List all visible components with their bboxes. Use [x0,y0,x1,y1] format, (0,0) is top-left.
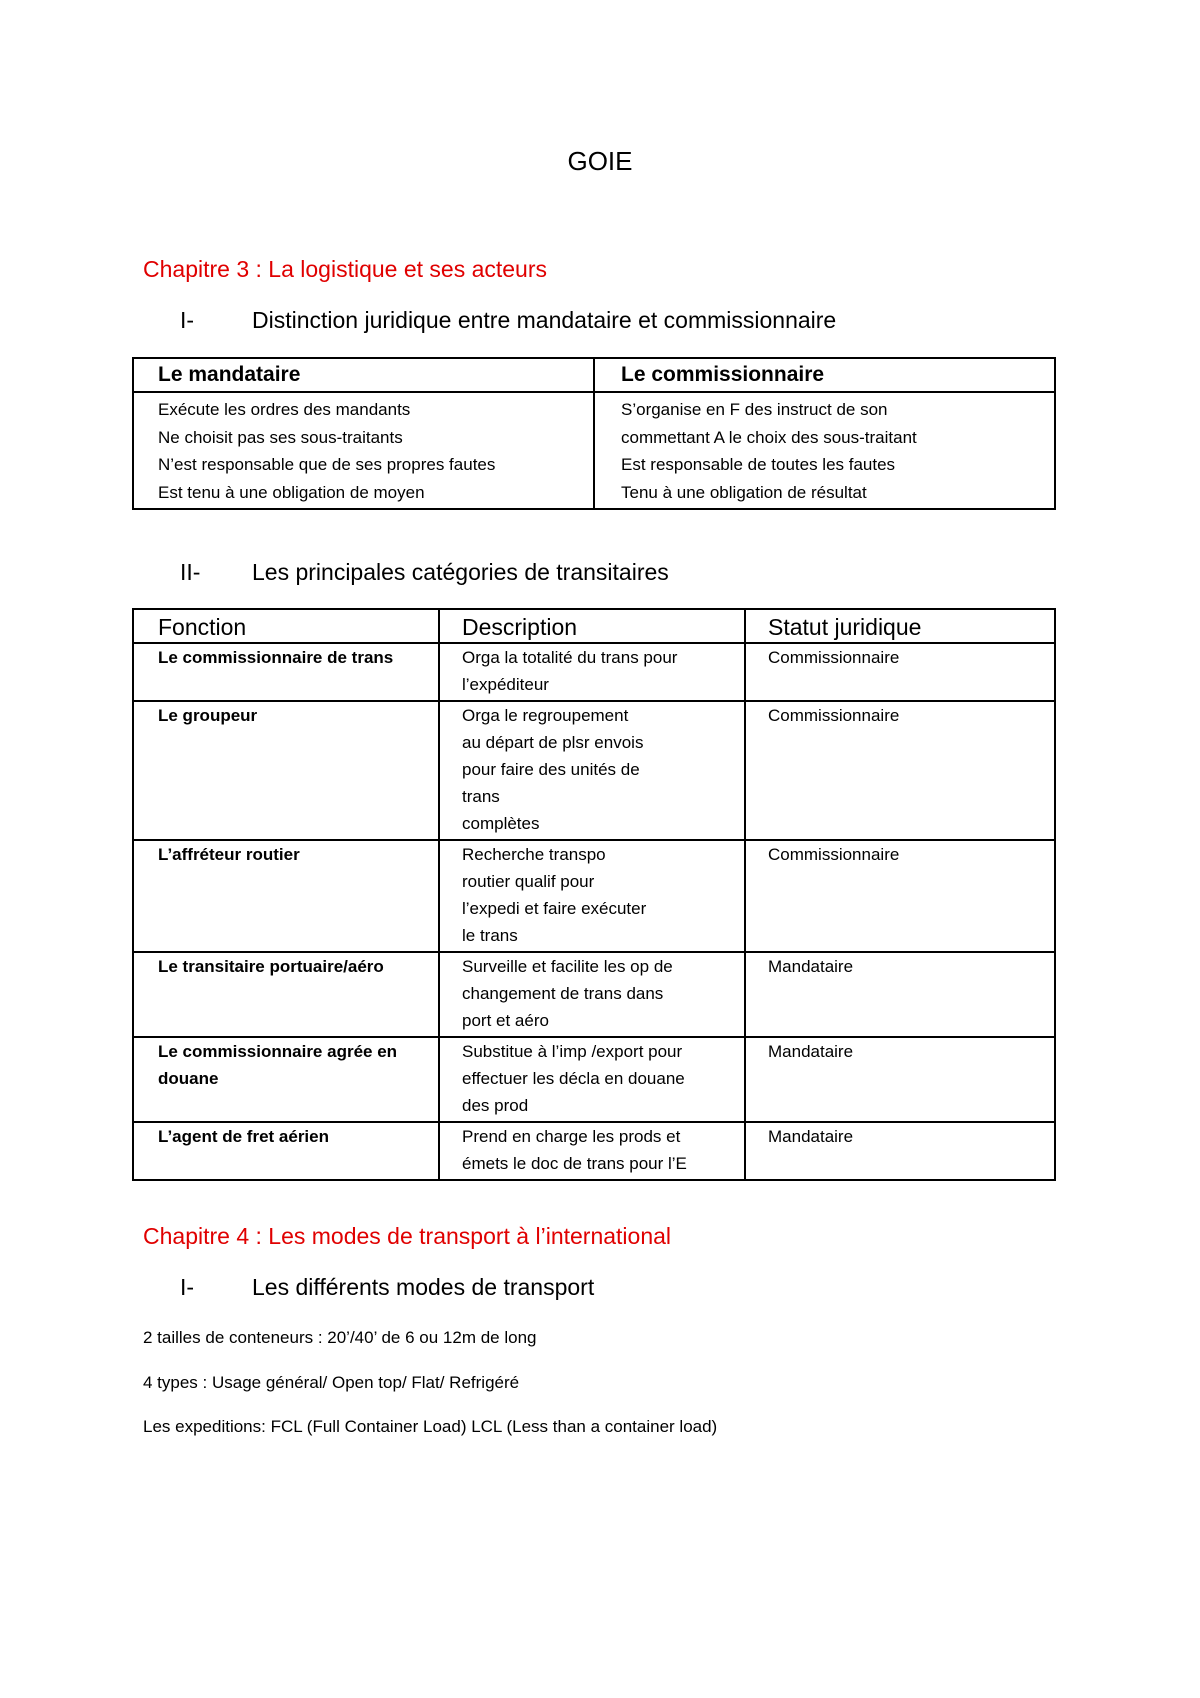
description-cell [439,840,745,952]
fonction-line: Le commissionnaire de trans [158,648,394,667]
description-line: trans [462,787,500,806]
description-line: Substitue à l’imp /export pour [462,1042,683,1061]
section-1-label: Distinction juridique entre mandataire et commissionnaire [252,307,837,333]
description-cell [439,701,745,840]
list-item: Est tenu à une obligation de moyen [158,482,425,502]
fonction-line: Le transitaire portuaire/aéro [158,957,384,976]
statut-cell: Commissionnaire [745,701,1055,840]
table-row [133,701,1055,840]
commissionnaire-cell [594,392,1055,509]
section-3-number: I- [180,1274,195,1300]
fonction-cell [133,952,439,1037]
chapter-4-heading: Chapitre 4 : Les modes de transport à l’international [143,1223,672,1249]
header-mandataire: Le mandataire [133,358,594,392]
list-item: Ne choisit pas ses sous-traitants [158,427,403,447]
description-cell [439,643,745,701]
description-line: effectuer les décla en douane [462,1069,685,1088]
fonction-line: Le groupeur [158,706,258,725]
document-title: GOIE [567,146,633,176]
fonction-cell [133,1122,439,1180]
description-cell [439,952,745,1037]
paragraph-container-sizes: 2 tailles de conteneurs : 20’/40’ de 6 ou 12m de long [143,1328,537,1347]
mandataire-cell [133,392,594,509]
description-line: pour faire des unités de [462,760,640,779]
table-row [133,1122,1055,1180]
fonction-line: Le commissionnaire agrée en [158,1042,398,1061]
header-commissionnaire: Le commissionnaire [594,358,1055,392]
section-1-heading [180,307,836,334]
table-row [133,392,1055,509]
fonction-cell [133,701,439,840]
header-fonction: Fonction [133,609,439,643]
list-item: Exécute les ordres des mandants [158,400,411,419]
section-1-number: I- [180,307,195,333]
section-2-heading [180,559,669,586]
description-line: changement de trans dans [462,984,664,1003]
statut-cell: Commissionnaire [745,643,1055,701]
fonction-cell [133,1037,439,1122]
header-description: Description [439,609,745,643]
description-line: le trans [462,926,518,945]
description-line: routier qualif pour [462,872,595,891]
statut-cell: Commissionnaire [745,840,1055,952]
fonction-line: L’agent de fret aérien [158,1127,329,1146]
header-statut: Statut juridique [745,609,1055,643]
description-line: Recherche transpo [462,845,606,864]
description-line: l’expéditeur [462,675,549,694]
statut-cell: Mandataire [745,1037,1055,1122]
table-row [133,1037,1055,1122]
list-item: S’organise en F des instruct de son [621,400,888,419]
description-line: complètes [462,814,540,833]
paragraph-container-types: 4 types : Usage général/ Open top/ Flat/ Refrigéré [143,1373,520,1392]
table-row [133,840,1055,952]
table-header-row [133,609,1055,643]
description-line: Surveille et facilite les op de [462,957,673,976]
list-item: commettant A le choix des sous-traitant [621,427,917,447]
table-header-row [133,358,1055,392]
description-line: Prend en charge les prods et [462,1127,681,1146]
fonction-line: L’affréteur routier [158,845,300,864]
section-2-label: Les principales catégories de transitaires [252,559,669,585]
section-3-heading [180,1274,594,1301]
description-line: port et aéro [462,1011,549,1030]
section-3-label: Les différents modes de transport [252,1274,595,1300]
description-line: au départ de plsr envois [462,733,644,752]
description-cell [439,1037,745,1122]
fonction-cell [133,643,439,701]
description-line: Orga le regroupement [462,706,629,725]
description-line: des prod [462,1096,529,1115]
description-line: émets le doc de trans pour l’E [462,1154,687,1173]
transitaires-table [132,608,1056,1181]
fonction-line: douane [158,1069,219,1088]
description-line: l’expedi et faire exécuter [462,899,647,918]
list-item: Tenu à une obligation de résultat [621,482,867,502]
fonction-cell [133,840,439,952]
mandataire-commissionnaire-table [132,357,1056,510]
description-cell [439,1122,745,1180]
table-row [133,952,1055,1037]
paragraph-expeditions: Les expeditions: FCL (Full Container Load) LCL (Less than a container load) [143,1417,718,1436]
chapter-3-heading: Chapitre 3 : La logistique et ses acteurs [143,256,548,282]
table-row [133,643,1055,701]
description-line: Orga la totalité du trans pour [462,648,678,667]
statut-cell: Mandataire [745,1122,1055,1180]
statut-cell: Mandataire [745,952,1055,1037]
list-item: N’est responsable que de ses propres fautes [158,455,496,474]
section-2-number: II- [180,559,201,585]
list-item: Est responsable de toutes les fautes [621,455,896,474]
